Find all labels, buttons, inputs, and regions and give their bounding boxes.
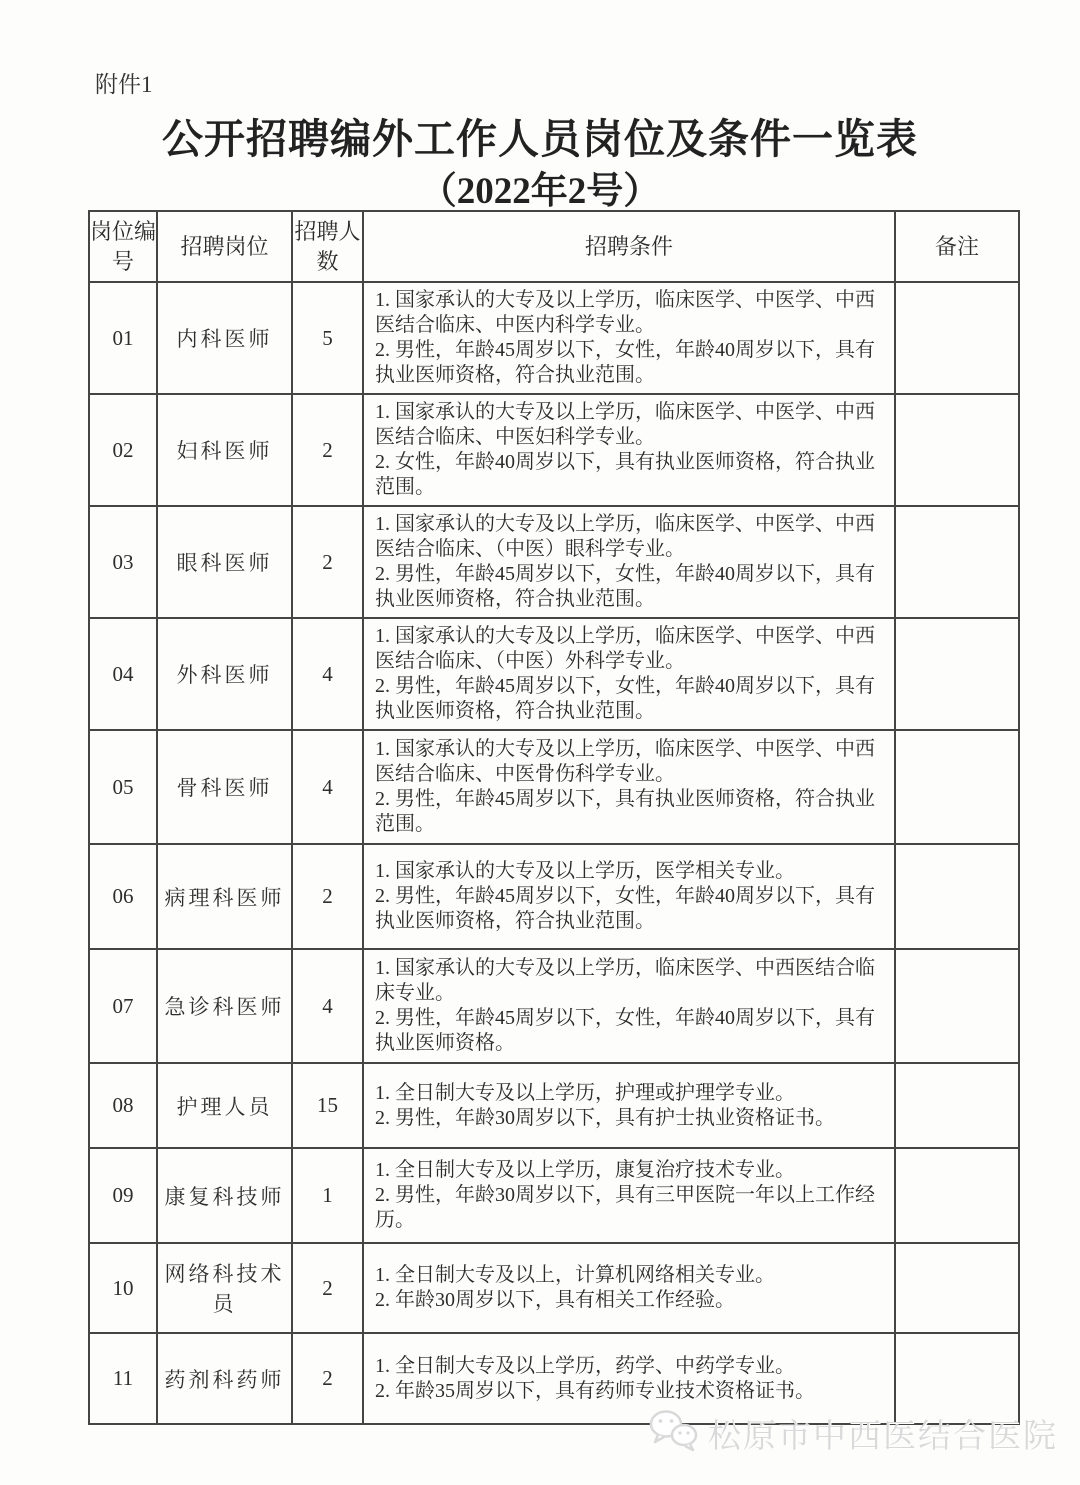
headcount-cell: 15 bbox=[292, 1063, 363, 1148]
position-name-cell: 外科医师 bbox=[157, 618, 292, 730]
position-name-cell: 妇科医师 bbox=[157, 394, 292, 506]
table-row bbox=[89, 618, 1019, 730]
condition-line: 2. 男性，年龄45周岁以下，女性，年龄40周岁以下，具有执业医师资格，符合执业范围。 bbox=[375, 339, 875, 386]
table-row bbox=[89, 506, 1019, 618]
remark-cell bbox=[895, 394, 1019, 506]
hospital-name: 松原市中西医结合医院 bbox=[708, 1417, 1058, 1454]
position-name-cell: 急诊科医师 bbox=[157, 949, 292, 1063]
position-name-cell: 骨科医师 bbox=[157, 730, 292, 844]
position-id-cell: 05 bbox=[89, 730, 157, 844]
remark-cell bbox=[895, 1063, 1019, 1148]
table-row bbox=[89, 949, 1019, 1063]
condition-line: 1. 国家承认的大专及以上学历，临床医学、中医学、中西医结合临床、中医妇科学专业。 bbox=[375, 401, 875, 448]
headcount-cell: 2 bbox=[292, 1333, 363, 1424]
table-row bbox=[89, 844, 1019, 949]
position-name-cell: 眼科医师 bbox=[157, 506, 292, 618]
headcount-cell: 5 bbox=[292, 282, 363, 394]
remark-cell bbox=[895, 282, 1019, 394]
headcount-cell: 4 bbox=[292, 730, 363, 844]
conditions-cell bbox=[363, 1243, 895, 1333]
position-name-cell: 护理人员 bbox=[157, 1063, 292, 1148]
position-id-cell: 04 bbox=[89, 618, 157, 730]
column-header-position-name: 招聘岗位 bbox=[157, 211, 292, 282]
headcount-cell: 1 bbox=[292, 1148, 363, 1243]
position-id-cell: 06 bbox=[89, 844, 157, 949]
condition-line: 2. 男性，年龄45周岁以下，女性，年龄40周岁以下，具有执业医师资格，符合执业范围。 bbox=[375, 675, 875, 722]
column-header-remark: 备注 bbox=[895, 211, 1019, 282]
remark-cell bbox=[895, 506, 1019, 618]
position-name-cell: 康复科技师 bbox=[157, 1148, 292, 1243]
condition-line: 2. 女性，年龄40周岁以下，具有执业医师资格，符合执业范围。 bbox=[375, 451, 875, 498]
table-row bbox=[89, 394, 1019, 506]
table-row bbox=[89, 1243, 1019, 1333]
condition-line: 2. 年龄30周岁以下，具有相关工作经验。 bbox=[375, 1289, 735, 1311]
condition-line: 1. 国家承认的大专及以上学历，临床医学、中医学、中西医结合临床、中医骨伤科学专业。 bbox=[375, 738, 875, 785]
recruitment-table bbox=[88, 210, 1020, 1425]
conditions-cell bbox=[363, 1063, 895, 1148]
position-id-cell: 07 bbox=[89, 949, 157, 1063]
footer-watermark bbox=[646, 1408, 1058, 1459]
column-header-headcount: 招聘人数 bbox=[292, 211, 363, 282]
condition-line: 1. 全日制大专及以上，计算机网络相关专业。 bbox=[375, 1264, 775, 1286]
condition-line: 1. 国家承认的大专及以上学历，临床医学、中西医结合临床专业。 bbox=[375, 957, 875, 1004]
position-id-cell: 02 bbox=[89, 394, 157, 506]
condition-line: 2. 男性，年龄45周岁以下，女性，年龄40周岁以下，具有执业医师资格。 bbox=[375, 1007, 875, 1054]
table-row bbox=[89, 730, 1019, 844]
conditions-cell bbox=[363, 506, 895, 618]
column-header-conditions: 招聘条件 bbox=[363, 211, 895, 282]
header-row bbox=[89, 211, 1019, 282]
condition-line: 1. 国家承认的大专及以上学历，临床医学、中医学、中西医结合临床、中医内科学专业。 bbox=[375, 289, 875, 336]
conditions-cell bbox=[363, 1148, 895, 1243]
position-id-cell: 09 bbox=[89, 1148, 157, 1243]
conditions-cell bbox=[363, 282, 895, 394]
remark-cell bbox=[895, 1243, 1019, 1333]
condition-line: 1. 全日制大专及以上学历，康复治疗技术专业。 bbox=[375, 1159, 795, 1181]
remark-cell bbox=[895, 730, 1019, 844]
position-id-cell: 03 bbox=[89, 506, 157, 618]
condition-line: 2. 男性，年龄30周岁以下，具有三甲医院一年以上工作经历。 bbox=[375, 1184, 875, 1231]
headcount-cell: 2 bbox=[292, 1243, 363, 1333]
page-title: 公开招聘编外工作人员岗位及条件一览表 bbox=[162, 116, 918, 162]
position-id-cell: 10 bbox=[89, 1243, 157, 1333]
conditions-cell bbox=[363, 844, 895, 949]
wechat-icon bbox=[646, 1408, 700, 1459]
position-name-cell: 网络科技术员 bbox=[157, 1243, 292, 1333]
conditions-cell bbox=[363, 949, 895, 1063]
condition-line: 2. 年龄35周岁以下，具有药师专业技术资格证书。 bbox=[375, 1379, 815, 1402]
condition-line: 2. 男性，年龄45周岁以下，具有执业医师资格，符合执业范围。 bbox=[375, 788, 875, 835]
position-id-cell: 01 bbox=[89, 282, 157, 394]
condition-line: 1. 全日制大专及以上学历，药学、中药学专业。 bbox=[375, 1354, 795, 1377]
table-row bbox=[89, 1063, 1019, 1148]
remark-cell bbox=[895, 844, 1019, 949]
headcount-cell: 2 bbox=[292, 394, 363, 506]
remark-cell bbox=[895, 618, 1019, 730]
position-name-cell: 内科医师 bbox=[157, 282, 292, 394]
position-name-cell: 病理科医师 bbox=[157, 844, 292, 949]
headcount-cell: 4 bbox=[292, 949, 363, 1063]
conditions-cell bbox=[363, 730, 895, 844]
conditions-cell bbox=[363, 618, 895, 730]
condition-line: 1. 国家承认的大专及以上学历，临床医学、中医学、中西医结合临床、（中医）眼科学专业。 bbox=[375, 513, 875, 560]
headcount-cell: 2 bbox=[292, 844, 363, 949]
headcount-cell: 4 bbox=[292, 618, 363, 730]
column-header-position-id: 岗位编号 bbox=[89, 211, 157, 282]
condition-line: 1. 国家承认的大专及以上学历，医学相关专业。 bbox=[375, 860, 795, 882]
condition-line: 2. 男性，年龄45周岁以下，女性，年龄40周岁以下，具有执业医师资格，符合执业范围。 bbox=[375, 885, 875, 932]
condition-line: 2. 男性，年龄30周岁以下，具有护士执业资格证书。 bbox=[375, 1106, 835, 1129]
position-id-cell: 11 bbox=[89, 1333, 157, 1424]
condition-line: 1. 国家承认的大专及以上学历，临床医学、中医学、中西医结合临床、（中医）外科学专业。 bbox=[375, 625, 875, 672]
table-row bbox=[89, 282, 1019, 394]
conditions-cell bbox=[363, 394, 895, 506]
position-id-cell: 08 bbox=[89, 1063, 157, 1148]
remark-cell bbox=[895, 1148, 1019, 1243]
condition-line: 1. 全日制大专及以上学历，护理或护理学专业。 bbox=[375, 1081, 795, 1104]
table-row bbox=[89, 1148, 1019, 1243]
condition-line: 2. 男性，年龄45周岁以下，女性，年龄40周岁以下，具有执业医师资格，符合执业范围。 bbox=[375, 563, 875, 610]
remark-cell bbox=[895, 949, 1019, 1063]
attachment-label: 附件1 bbox=[95, 72, 153, 97]
headcount-cell: 2 bbox=[292, 506, 363, 618]
page-subtitle: （2022年2号） bbox=[419, 171, 661, 212]
position-name-cell: 药剂科药师 bbox=[157, 1333, 292, 1424]
